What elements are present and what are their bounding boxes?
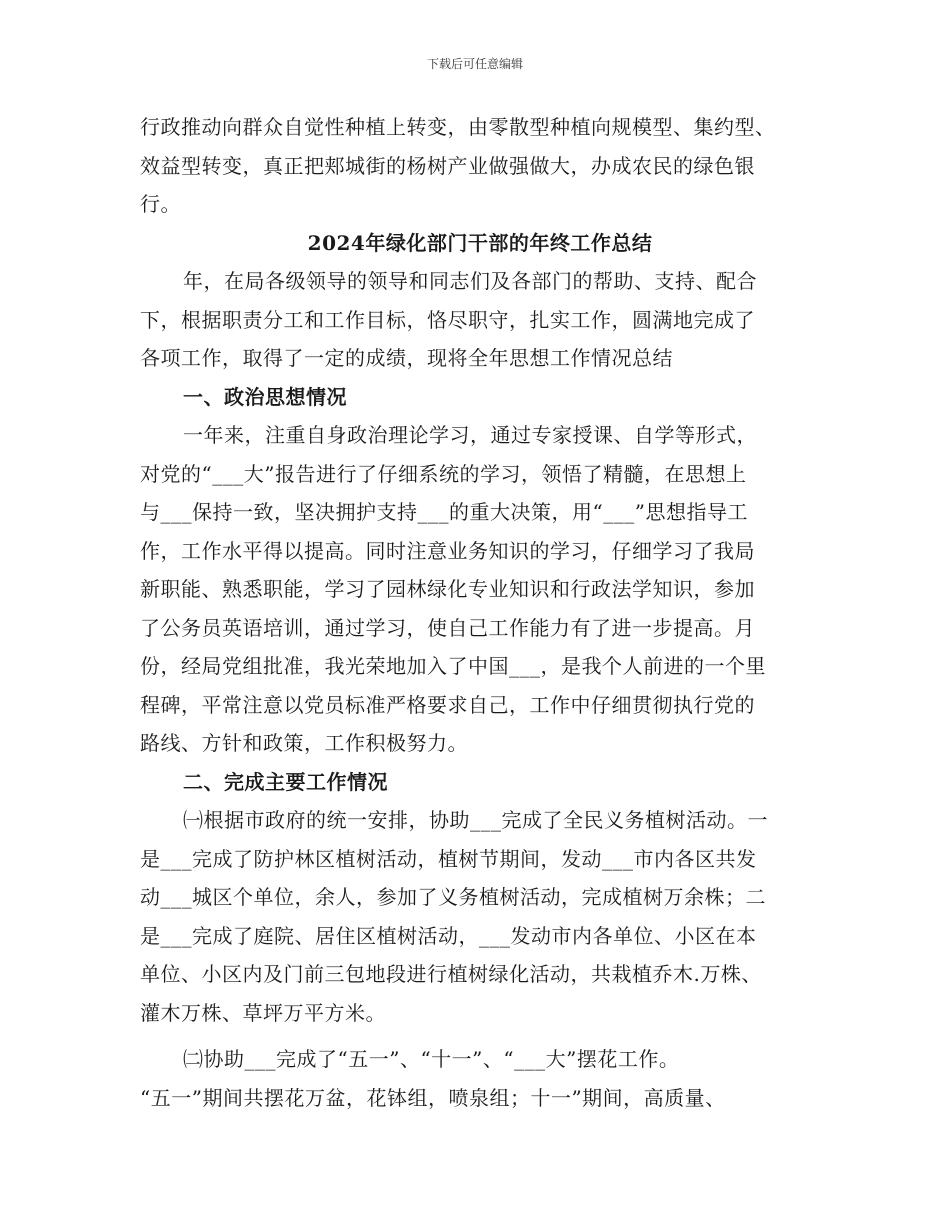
body-line: 了公务员英语培训，通过学习，使自己工作能力有了进一步提高。月 — [140, 615, 755, 640]
body-line: 新职能、熟悉职能，学习了园林绿化专业知识和行政法学知识，参加 — [140, 577, 755, 601]
body-line: 动___城区个单位，余人，参加了义务植树活动，完成植树万余株；二 — [140, 885, 766, 909]
body-line: 是___完成了防护林区植树活动，植树节期间，发动___市内各区共发 — [140, 846, 757, 871]
document-title: 2024年绿化部门干部的年终工作总结 — [307, 230, 653, 255]
header-note: 下载后可任意编辑 — [426, 57, 523, 71]
body-line: 路线、方针和政策，工作积极努力。 — [140, 731, 468, 755]
body-line: “五一”期间共摆花万盆，花钵组，喷泉组；十一”期间，高质量、 — [140, 1085, 726, 1110]
body-line: 灌木万株、草坪万平方米。 — [140, 1000, 386, 1025]
body-line: 行。 — [140, 192, 181, 216]
body-line: 年，在局各级领导的领导和同志们及各部门的帮助、支持、配合 — [183, 269, 757, 293]
document-body — [140, 108, 820, 1117]
body-line: ㈠根据市政府的统一安排，协助___完成了全民义务植树活动。一 — [183, 808, 768, 832]
body-line: 各项工作，取得了一定的成绩，现将全年思想工作情况总结 — [140, 346, 673, 370]
body-line: 效益型转变，真正把郏城街的杨树产业做强做大，办成农民的绿色银 — [140, 153, 755, 178]
body-line: 与___保持一致，坚决拥护支持___的重大决策，用“___”思想指导工 — [140, 500, 748, 524]
body-line: 一年来，注重自身政治理论学习，通过专家授课、自学等形式， — [183, 423, 757, 447]
paragraph-gap — [140, 1032, 820, 1040]
body-line: 作，工作水平得以提高。同时注意业务知识的学习，仔细学习了我局 — [140, 538, 755, 563]
section-heading-political: 一、政治思想情况 — [183, 384, 347, 409]
section-heading-work: 二、完成主要工作情况 — [183, 769, 388, 794]
body-line: 下，根据职责分工和工作目标，恪尽职守，扎实工作，圆满地完成了 — [140, 307, 755, 332]
body-line: ㈡协助___完成了“五一”、“十一”、“___大”摆花工作。 — [183, 1047, 680, 1071]
body-line: 单位、小区内及门前三包地段进行植树绿化活动，共栽植乔木.万株、 — [140, 962, 762, 986]
body-line: 程碑，平常注意以党员标准严格要求自己，工作中仔细贯彻执行党的 — [140, 692, 755, 717]
body-line: 行政推动向群众自觉性种植上转变，由零散型种植向规模型、集约型、 — [140, 115, 776, 139]
body-line: 是___完成了庭院、居住区植树活动，___发动市内各单位、小区在本 — [140, 923, 757, 948]
body-line: 对党的“___大”报告进行了仔细系统的学习，领悟了精髓，在思想上 — [140, 461, 747, 486]
body-line: 份，经局党组批准，我光荣地加入了中国___，是我个人前进的一个里 — [140, 654, 766, 678]
